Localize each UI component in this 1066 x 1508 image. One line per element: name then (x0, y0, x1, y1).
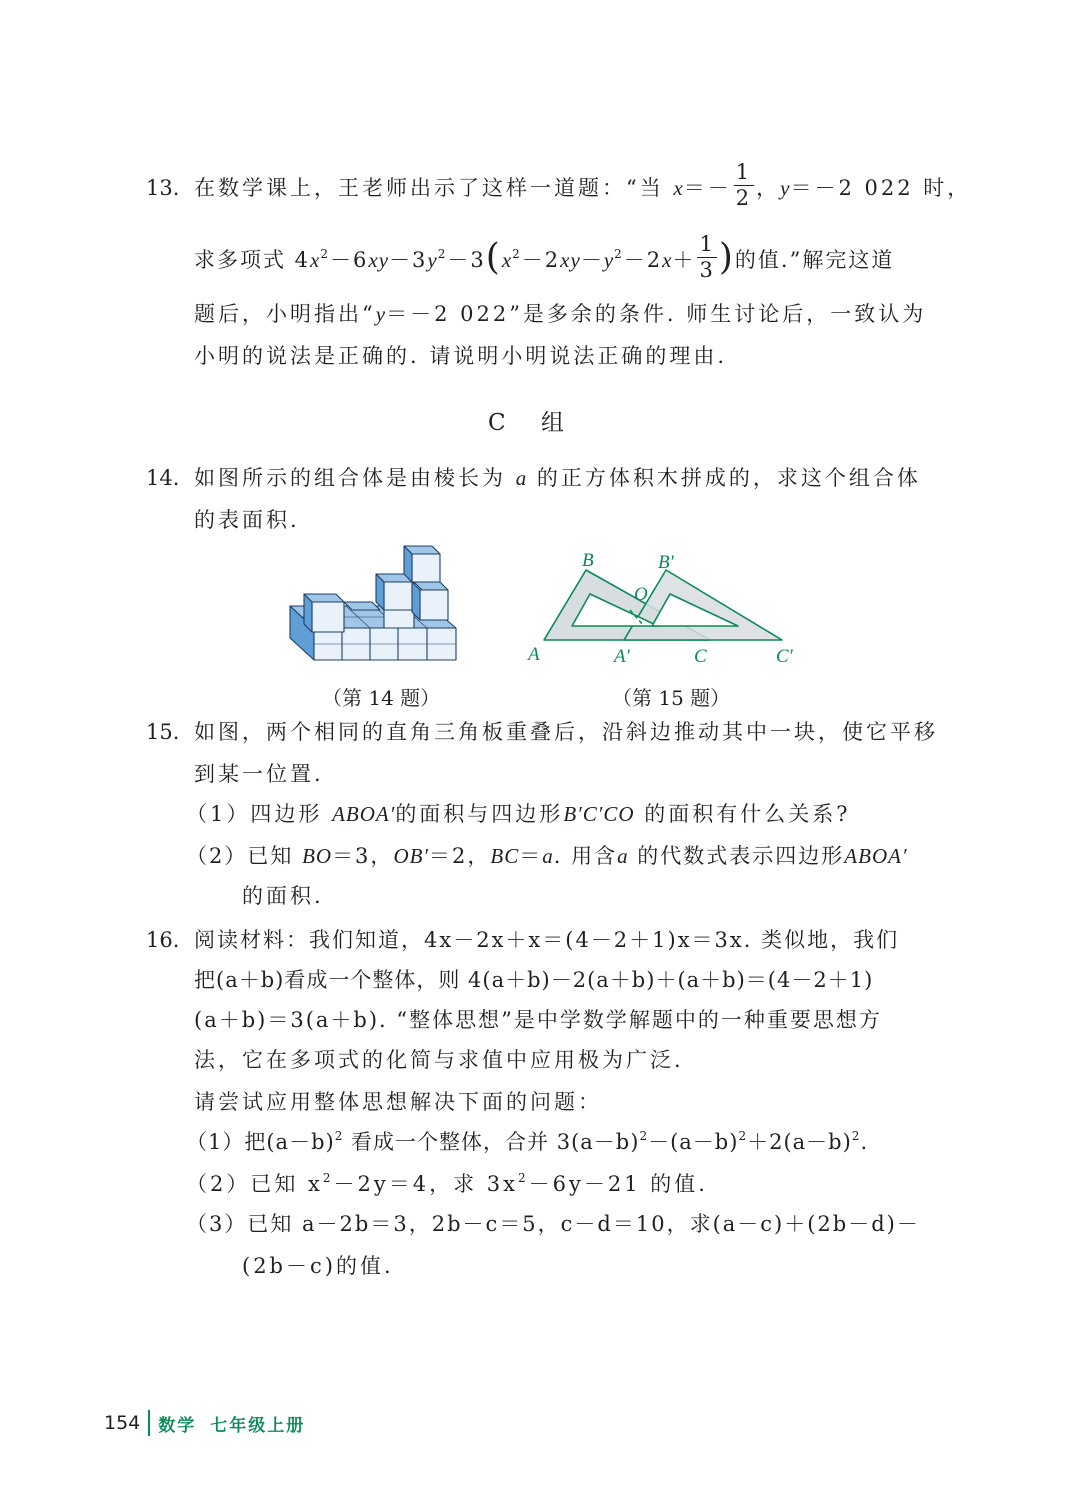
label-A-prime: A′ (614, 646, 630, 667)
problem-16-line-4: 法，它在多项式的化简与求值中应用极为广泛. (194, 1048, 684, 1072)
footer-divider (148, 1410, 150, 1436)
book-title: 数学 七年级上册 (158, 1415, 306, 1436)
problem-13-line-2: 求多项式 $4x^2-6xy-3y^2-3(x^2-2xy-y^2-2x+$ $\frac{1}{3}$ )的值.”解完这道 (194, 232, 895, 282)
label-C: C (694, 646, 707, 667)
page-footer (104, 1410, 305, 1436)
problem-15-question-2: （2）已知 BO＝3，OB′＝2，BC＝a. 用含a 的代数式表示四边形ABOA′ (186, 844, 908, 868)
problem-13-line-4: 小明的说法是正确的. 请说明小明说法正确的理由. (194, 344, 728, 368)
problem-16-line-5: 请尝试应用整体思想解决下面的问题： (194, 1090, 602, 1114)
section-heading-c: C 组 (488, 410, 578, 436)
label-A: A (528, 644, 540, 665)
problem-16-line-3: (a＋b)＝3(a＋b). “整体思想”是中学数学解题中的一种重要思想方 (194, 1008, 882, 1032)
problem-13-number: 13. (146, 176, 180, 200)
problem-13-line-1: 在数学课上，王老师出示了这样一道题：“当 x＝－ $\frac{1}{2}$ ，y＝－2 022 时， (194, 160, 972, 210)
problem-15-number: 15. (146, 720, 180, 744)
label-C-prime: C′ (776, 646, 793, 667)
problem-15-line-2: 到某一位置. (194, 762, 324, 786)
problem-16-line-2: 把(a＋b)看成一个整体，则 4(a＋b)－2(a＋b)＋(a＋b)＝(4－2＋1) (194, 968, 874, 992)
label-B: B (582, 550, 594, 571)
problem-14-line-1: 如图所示的组合体是由棱长为 a 的正方体积木拼成的，求这个组合体 (194, 466, 921, 490)
figure-14-caption: （第 14 题） (322, 686, 441, 710)
problem-16-question-1: （1）把$(a-b)^2$ 看成一个整体，合并 $3(a-b)^2-(a-b)^2+2(a-b)^2$. (186, 1129, 869, 1154)
problem-16-question-3-line-2: (2b－c)的值. (242, 1254, 394, 1278)
figure-15-triangles (526, 546, 806, 670)
problem-15-question-2-line-2: 的面积. (242, 884, 324, 908)
label-O: O (634, 584, 648, 605)
page-number: 154 (104, 1412, 141, 1434)
fraction-one-half: $\frac{1}{2}$ (735, 160, 753, 210)
problem-13-line-3: 题后，小明指出“y＝－2 022”是多余的条件. 师生讨论后，一致认为 (194, 302, 927, 326)
problem-16-number: 16. (146, 928, 180, 952)
problem-16-question-3: （3）已知 a－2b＝3，2b－c＝5，c－d＝10，求(a－c)＋(2b－d)－ (186, 1212, 920, 1236)
problem-14-number: 14. (146, 466, 180, 490)
problem-15-line-1: 如图，两个相同的直角三角板重叠后，沿斜边推动其中一块，使它平移 (194, 720, 938, 744)
problem-14-line-2: 的表面积. (194, 508, 300, 532)
label-B-prime: B′ (658, 552, 674, 573)
figure-14-cubes (280, 540, 470, 670)
problem-16-question-2: （2）已知 $x^2-2y=4$，求 $3x^2-6y-21$ 的值. (186, 1171, 708, 1196)
fraction-one-third: $\frac{1}{3}$ (699, 232, 715, 282)
problem-15-question-1: （1）四边形 ABOA′的面积与四边形B′C′CO 的面积有什么关系? (186, 802, 851, 826)
problem-16-line-1: 阅读材料：我们知道，4x－2x＋x＝(4－2＋1)x＝3x. 类似地，我们 (194, 928, 900, 952)
figure-15-caption: （第 15 题） (612, 686, 731, 710)
